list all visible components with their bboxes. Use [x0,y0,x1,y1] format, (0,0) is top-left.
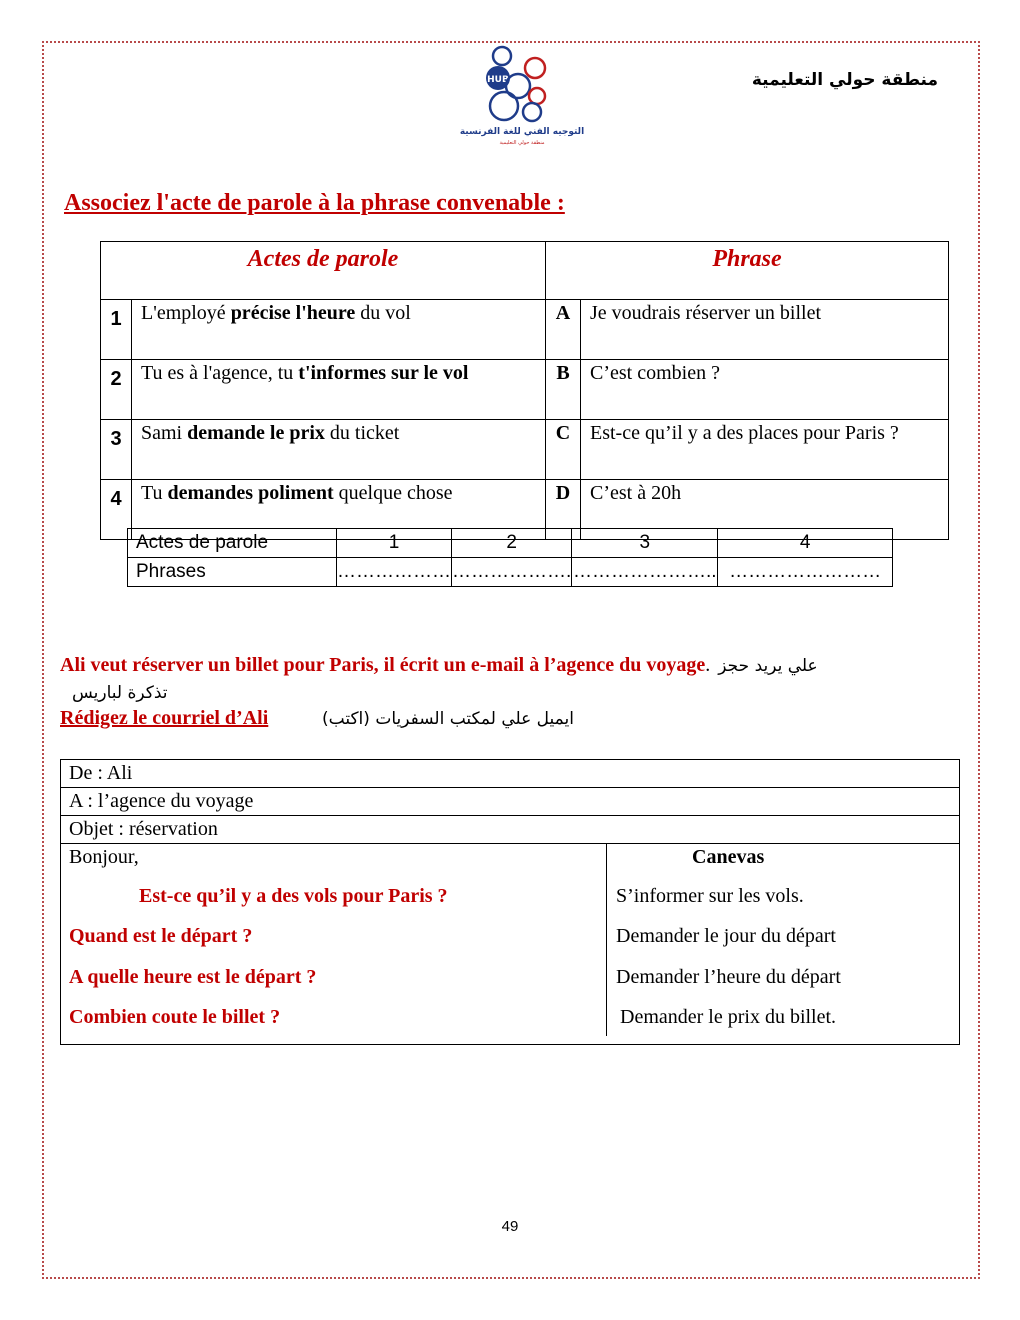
answer-row-label: Actes de parole [128,529,337,558]
canevas-item: Demander l’heure du départ [616,966,841,988]
intro-arabic-line2: تذكرة لباريس [72,683,168,703]
row-letter: A [546,300,581,360]
intro-period: . [705,654,711,676]
speech-act-key: demande le prix [187,422,325,444]
phrase: C’est combien ? [581,360,949,420]
answer-number: 2 [452,529,572,558]
answer-table [127,528,893,587]
row-letter: B [546,360,581,420]
exercise1-title: Associez l'acte de parole à la phrase convenable : [64,190,565,216]
speech-act-start: L'employé [141,302,231,324]
row-letter: D [546,480,581,540]
header-arabic-title: منطقة حولي التعليمية [751,70,938,90]
answer-number: 1 [337,529,452,558]
canevas-title: Canevas [692,846,765,868]
row-number: 1 [101,300,132,360]
speech-act [132,300,546,360]
exercise2-instruction: Rédigez le courriel d’Ali [60,707,269,729]
speech-act [132,360,546,420]
email-question: Combien coute le billet ? [69,1006,281,1028]
email-question: Quand est le départ ? [69,925,253,947]
col-acts-header: Actes de parole [101,242,546,300]
row-number: 2 [101,360,132,420]
answer-blank[interactable]: ………………….. [572,558,718,587]
email-box [60,759,960,1045]
page-number: 49 [501,1218,519,1235]
canevas-item: Demander le prix du billet. [620,1006,837,1028]
answer-blank[interactable]: …………………… [718,558,893,587]
intro-text: Ali veut réserver un billet pour Paris, il écrit un e-mail à l’agence du voyage [60,654,706,676]
phrase: Est-ce qu’il y a des places pour Paris ? [581,420,949,480]
answer-row-label: Phrases [128,558,337,587]
answer-table-row [128,558,893,587]
answer-number: 4 [718,529,893,558]
email-greeting: Bonjour, [69,846,139,868]
column-divider [606,844,607,1036]
canevas-item: S’informer sur les vols. [616,885,804,907]
email-question: Est-ce qu’il y a des vols pour Paris ? [139,885,448,907]
speech-act-key: précise l'heure [230,302,356,324]
matching-table [100,241,949,540]
speech-act-start: Tu [141,482,168,504]
answer-blank[interactable]: ……………… [337,558,452,587]
logo-caption: التوجيه الفني للغة الفرنسية [459,127,585,137]
phrase: Je voudrais réserver un billet [581,300,949,360]
email-from: De : Ali [61,760,959,788]
answer-number: 3 [572,529,718,558]
row-letter: C [546,420,581,480]
answer-blank[interactable]: ………………. [452,558,572,587]
speech-act-start: Sami [141,422,188,444]
speech-act-end: du vol [355,302,411,324]
phrase: C’est à 20h [581,480,949,540]
matching-table-header [101,242,949,300]
table-row [101,300,949,360]
speech-act [132,420,546,480]
logo-subcaption: منطقة حولي التعليمية [499,140,545,146]
logo-text: HUB [487,75,509,85]
hub-logo [452,42,592,154]
speech-act-start: Tu es à l'agence, tu [141,362,299,384]
email-question: A quelle heure est le départ ? [69,966,317,988]
answer-table-row [128,529,893,558]
speech-act-key: demandes poliment [167,482,334,504]
table-row [101,420,949,480]
exercise2-intro [60,654,818,677]
row-number: 4 [101,480,132,540]
email-subject: Objet : réservation [61,816,959,844]
row-number: 3 [101,420,132,480]
col-phrase-header: Phrase [546,242,949,300]
table-row [101,360,949,420]
speech-act-end: quelque chose [333,482,453,504]
speech-act-end: du ticket [324,422,400,444]
canevas-item: Demander le jour du départ [616,925,836,947]
instruction-arabic: (اكتب) ايميل علي لمكتب السفريات [322,709,574,729]
intro-arabic: علي يريد حجز [718,656,818,676]
speech-act-key: t'informes sur le vol [298,362,469,384]
email-to: A : l’agence du voyage [61,788,959,816]
